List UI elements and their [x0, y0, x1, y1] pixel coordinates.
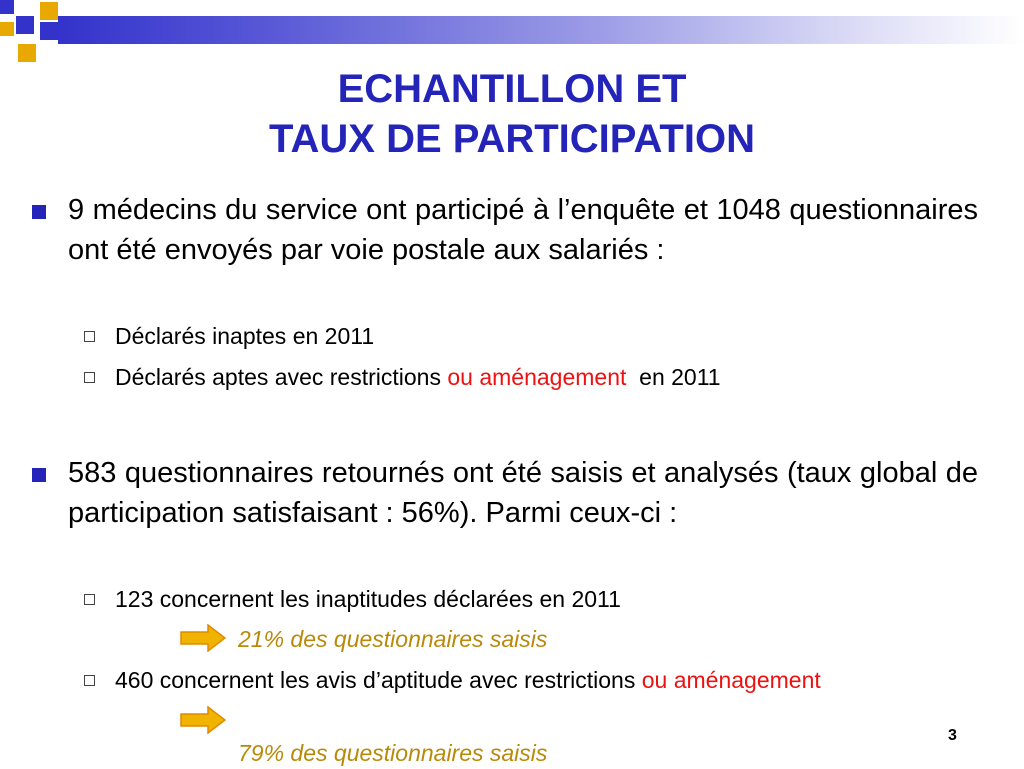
- decor-square: [0, 0, 14, 14]
- decor-square: [40, 2, 58, 20]
- decor-square: [40, 22, 58, 40]
- decor-square: [18, 44, 36, 62]
- bullet-text: 9 médecins du service ont participé à l’enquête et 1048 questionnaires ont été envoyés par voie postale aux salariés :: [68, 194, 978, 266]
- decor-square: [0, 22, 14, 36]
- sub-bullet-box-icon: [84, 675, 95, 686]
- sub-bullet-text-part: en 2011: [626, 364, 721, 390]
- sub-bullet-text: 123 concernent les inaptitudes déclarées en 2011: [115, 586, 621, 612]
- header-gradient-band: [58, 16, 1024, 44]
- slide-title-line2: TAUX DE PARTICIPATION: [269, 117, 755, 161]
- highlight-text: ou aménagement: [447, 364, 627, 390]
- highlight-text: ou aménagement: [641, 667, 821, 693]
- slide-title: [0, 64, 1024, 164]
- bullet-square-icon: [32, 468, 46, 482]
- sub-bullet-box-icon: [84, 331, 95, 342]
- decor-square: [16, 16, 34, 34]
- sub-bullet-text: [115, 361, 977, 393]
- slide-title-line1: ECHANTILLON ET: [337, 67, 687, 111]
- sub-bullet-text: Déclarés inaptes en 2011: [115, 323, 375, 349]
- slide-number: 3: [948, 727, 957, 744]
- sub-bullet-box-icon: [84, 594, 95, 605]
- arrow-right-icon: [180, 624, 226, 652]
- bullet-square-icon: [32, 205, 46, 219]
- header-decoration: [0, 0, 1024, 62]
- result-text: 79% des questionnaires saisis: [238, 740, 548, 766]
- sub-bullet-text-part: Déclarés aptes avec restrictions: [115, 364, 448, 390]
- bullet-text: 583 questionnaires retournés ont été saisis et analysés (taux global de participation satisfaisant : 56%). Parmi ceux-ci :: [68, 457, 978, 529]
- sub-bullet-text-part: 460 concernent les avis d’aptitude avec restrictions: [115, 667, 642, 693]
- sub-bullet-box-icon: [84, 372, 95, 383]
- sub-bullet-text: [115, 664, 977, 696]
- result-text: 21% des questionnaires saisis: [238, 626, 548, 652]
- arrow-right-icon: [180, 706, 226, 734]
